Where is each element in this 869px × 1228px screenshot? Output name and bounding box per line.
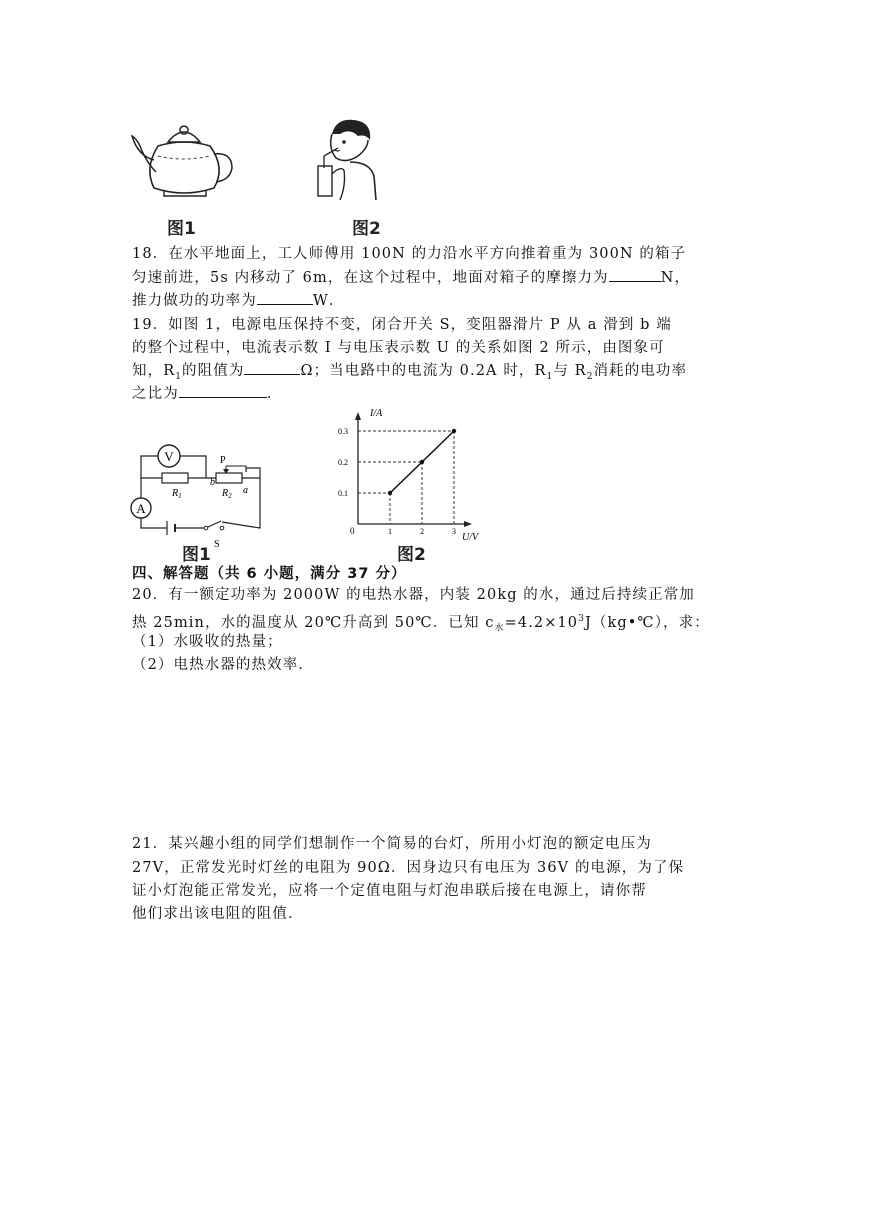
q20-text: J（kg•℃），求： [584,614,710,631]
origin-label: 0 [350,526,355,536]
q18-text: N， [660,270,691,286]
x-axis-unit: U/V [462,532,479,543]
figure-caption: 图1 [167,219,196,239]
q19-text: 的阻值为 [182,363,245,379]
q19-line: 的整个过程中，电流表示数 I 与电压表示数 U 的关系如图 2 所示，由图象可 [132,340,665,356]
q19-text: 与 R [553,363,587,379]
y-tick-label: 0.2 [338,458,348,467]
teapot-illustration [128,116,240,200]
voltmeter-label: V [164,449,174,464]
terminal-a-label: a [243,485,248,496]
answer-blank [609,267,661,282]
boy-drinking-illustration [310,116,382,202]
q19-text: 消耗的电功率 [593,363,688,379]
r2-label: $R_2$ [222,488,232,500]
q18-line [132,267,690,289]
q20-subquestion: （2）电热水器的热效率． [132,657,314,673]
q18-text: 推力做功的功率为 [132,293,257,309]
q20-text: 热 25min，水的温度从 20℃升高到 50℃．已知 c [132,614,495,631]
ammeter-label: A [136,501,146,516]
y-tick-label: 0.1 [338,489,348,498]
q18-text: 匀速前进，5s 内移动了 6m，在这个过程中，地面对箱子的摩擦力为 [132,270,609,286]
q19-subscript: 2 [586,371,594,382]
q21-line: 27V，正常发光时灯丝的电阻为 90Ω．因身边只有电压为 36V 的电源，为了保 [132,860,685,876]
q21-line: 他们求出该电阻的阻值． [132,906,304,922]
q20-text: =4.2×10 [504,614,579,631]
answer-blank [257,290,313,305]
resistor-r1 [162,473,188,483]
q20-subscript: 水 [494,623,505,634]
q21-line: 证小灯泡能正常发光，应将一个定值电阻与灯泡串联后接在电源上，请你帮 [132,883,647,899]
x-tick-label: 1 [388,527,392,536]
rheostat-r2 [216,473,242,483]
q19-subscript: 1 [175,371,183,382]
r1-label: $R_1$ [172,488,182,500]
q19-text: 知，R [132,363,176,379]
x-tick-label: 2 [420,527,424,536]
data-point [388,491,392,495]
q20-superscript: 3 [578,614,585,624]
y-axis-unit: I/A [370,408,383,419]
y-axis-arrow [355,412,361,420]
figure-caption: 图2 [397,545,426,565]
q18-line [132,290,344,312]
terminal-b-label: b [210,477,215,488]
y-tick-label: 0.3 [338,427,348,436]
answer-blank [179,383,267,398]
q18-line: 18．在水平地面上，工人师傅用 100N 的力沿水平方向推着重为 300N 的箱子 [132,246,687,262]
answer-blank [244,360,300,375]
data-point [452,429,456,433]
q18-text: W． [312,293,345,309]
x-axis-arrow [464,521,472,527]
data-point [420,460,424,464]
section-heading: 四、解答题（共 6 小题，满分 37 分） [132,566,407,582]
switch-s-label: S [214,539,220,550]
q19-text: ． [266,386,283,402]
q19-subscript: 1 [546,371,554,382]
q19-line: 19．如图 1，电源电压保持不变，闭合开关 S，变阻器滑片 P 从 a 滑到 b 端 [132,317,672,333]
slider-p-label: P [220,455,226,466]
figure-caption: 图1 [182,545,211,565]
q19-line [132,383,282,405]
q21-line: 21．某兴趣小组的同学们想制作一个简易的台灯，所用小灯泡的额定电压为 [132,836,652,852]
iu-graph [336,402,484,552]
q20-subquestion: （1）水吸收的热量； [132,634,283,650]
q19-text: 之比为 [132,386,179,402]
q19-text: Ω；当电路中的电流为 0.2A 时，R [300,363,547,379]
figure-caption: 图2 [352,219,381,239]
q20-line: 20．有一额定功率为 2000W 的电热水器，内装 20kg 的水，通过后持续正常加 [132,587,695,603]
x-tick-label: 3 [452,527,456,536]
